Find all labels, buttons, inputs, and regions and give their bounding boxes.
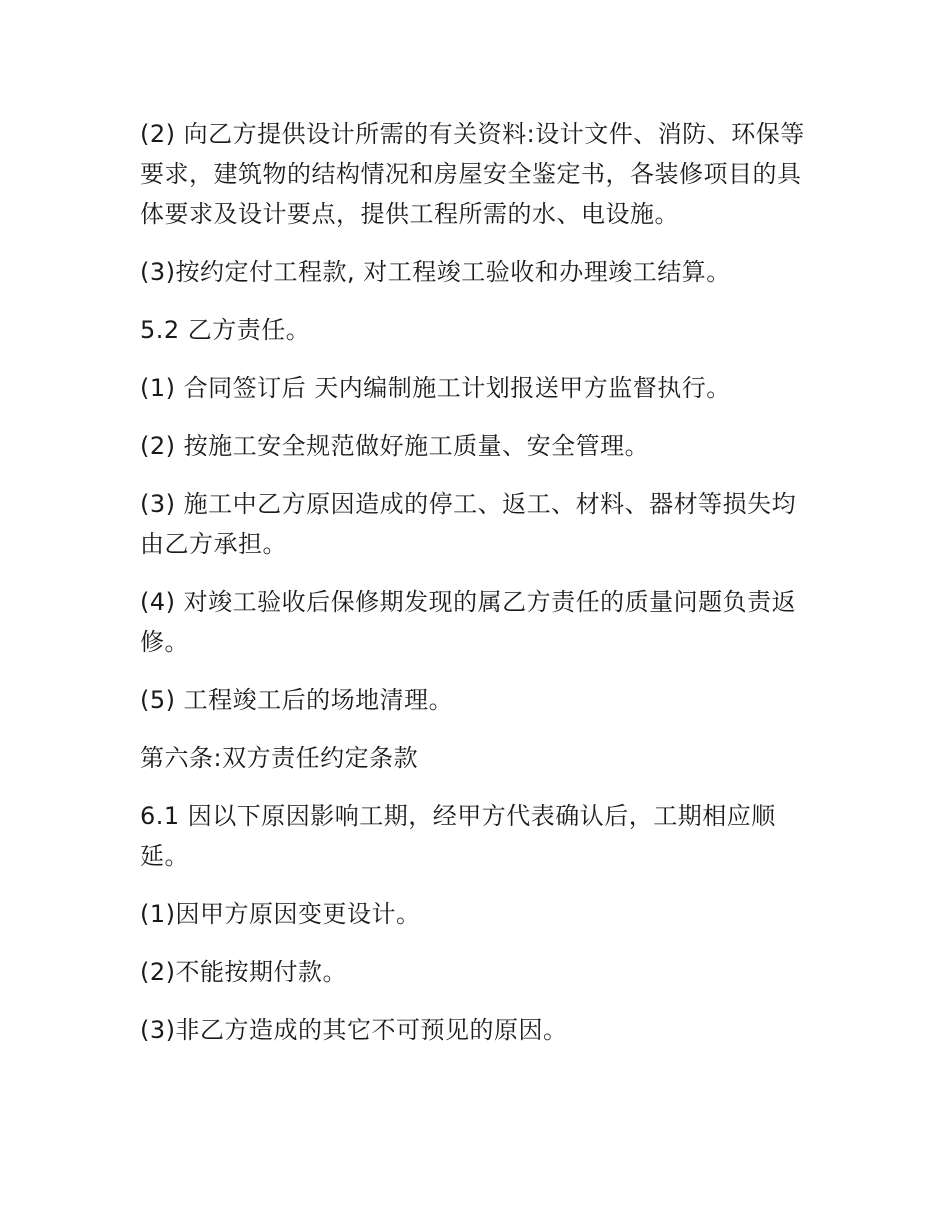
paragraph-party-a-provide-materials: (2) 向乙方提供设计所需的有关资料:设计文件、消防、环保等要求，建筑物的结构情况和房屋安全鉴定书，各装修项目的具体要求及设计要点，提供工程所需的水、电设施。 <box>140 120 805 228</box>
paragraph-party-b-cleanup: (5) 工程竣工后的场地清理。 <box>140 686 454 714</box>
article-heading-mutual-duties: 第六条:双方责任约定条款 <box>140 744 419 772</box>
paragraph-delay-clause: 6.1 因以下原因影响工期，经甲方代表确认后，工期相应顺延。 <box>140 802 776 870</box>
paragraph-party-b-losses: (3) 施工中乙方原因造成的停工、返工、材料、器材等损失均由乙方承担。 <box>140 490 797 558</box>
paragraph-delay-design-change: (1)因甲方原因变更设计。 <box>140 900 421 928</box>
paragraph-party-a-payment: (3)按约定付工程款, 对工程竣工验收和办理竣工结算。 <box>140 258 731 286</box>
paragraph-delay-payment: (2)不能按期付款。 <box>140 958 347 986</box>
section-heading-party-b-duties: 5.2 乙方责任。 <box>140 316 311 344</box>
paragraph-party-b-schedule: (1) 合同签订后 天内编制施工计划报送甲方监督执行。 <box>140 374 731 402</box>
document-body <box>140 114 820 1068</box>
paragraph-party-b-safety: (2) 按施工安全规范做好施工质量、安全管理。 <box>140 432 650 460</box>
paragraph-party-b-warranty: (4) 对竣工验收后保修期发现的属乙方责任的质量问题负责返修。 <box>140 588 797 656</box>
paragraph-delay-unforeseen: (3)非乙方造成的其它不可预见的原因。 <box>140 1016 568 1044</box>
